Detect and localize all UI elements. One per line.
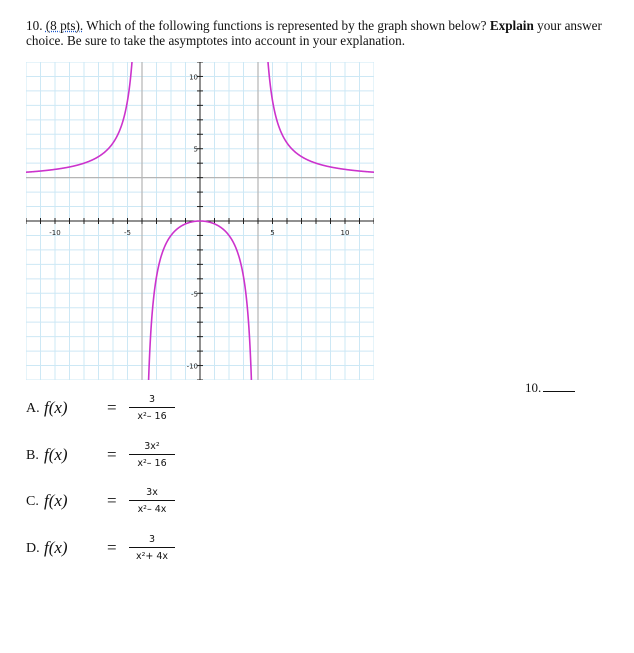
curve-branch-3: [267, 62, 374, 172]
fraction-bar: [129, 500, 175, 501]
choice-eq: =: [107, 538, 117, 557]
answer-blank[interactable]: [525, 380, 575, 396]
y-tick-label: 10: [189, 73, 198, 82]
choice-fx: f(x): [44, 538, 68, 557]
question-text: [26, 18, 606, 48]
fraction-bar: [129, 547, 175, 548]
choice-fx: f(x): [44, 398, 68, 417]
fraction-bar: [129, 407, 175, 408]
numerator: 3: [148, 394, 156, 405]
choice-eq: =: [107, 445, 117, 464]
numerator: 3: [148, 534, 156, 545]
choice-fraction: [129, 393, 175, 423]
denominator: x²+ 4x: [135, 551, 169, 562]
choice-fx: f(x): [44, 491, 68, 510]
x-tick-label: 5: [270, 229, 275, 237]
y-tick-label: -10: [186, 362, 198, 371]
curve-branch-1: [26, 62, 133, 172]
question-text-a: Which of the following functions is represented by the graph shown below?: [83, 18, 490, 33]
denominator: x²– 16: [137, 458, 167, 469]
question-bold: Explain: [489, 18, 534, 33]
x-tick-label: 10: [340, 229, 350, 237]
choice-fraction: [129, 440, 175, 470]
choice-letter: B.: [26, 448, 39, 463]
choice-eq: =: [107, 491, 117, 510]
choice-fraction: [129, 533, 175, 563]
x-tick-label: -5: [124, 229, 131, 237]
numerator: 3x²: [144, 441, 160, 452]
denominator: x²– 16: [137, 411, 167, 422]
denominator: x²– 4x: [137, 504, 167, 515]
question-number: 10.: [26, 18, 43, 33]
question-points: (8 pts).: [45, 18, 84, 33]
answer-label: 10.: [525, 380, 542, 395]
choice-letter: D.: [26, 541, 40, 556]
choice-letter: C.: [26, 494, 39, 509]
numerator: 3x: [146, 487, 158, 498]
fraction-bar: [129, 454, 175, 455]
choice-fraction: [129, 486, 175, 516]
choice-fx: f(x): [44, 445, 68, 464]
function-graph: [26, 62, 374, 380]
question-text-b: your answer choice. Be sure to take the asymptotes into account in your explanation.: [26, 18, 602, 48]
answer-line[interactable]: [543, 391, 575, 392]
y-tick-label: 5: [193, 145, 198, 154]
x-tick-label: -10: [49, 229, 61, 237]
choice-eq: =: [107, 398, 117, 417]
y-tick-label: -5: [191, 290, 198, 299]
choice-letter: A.: [26, 401, 40, 416]
